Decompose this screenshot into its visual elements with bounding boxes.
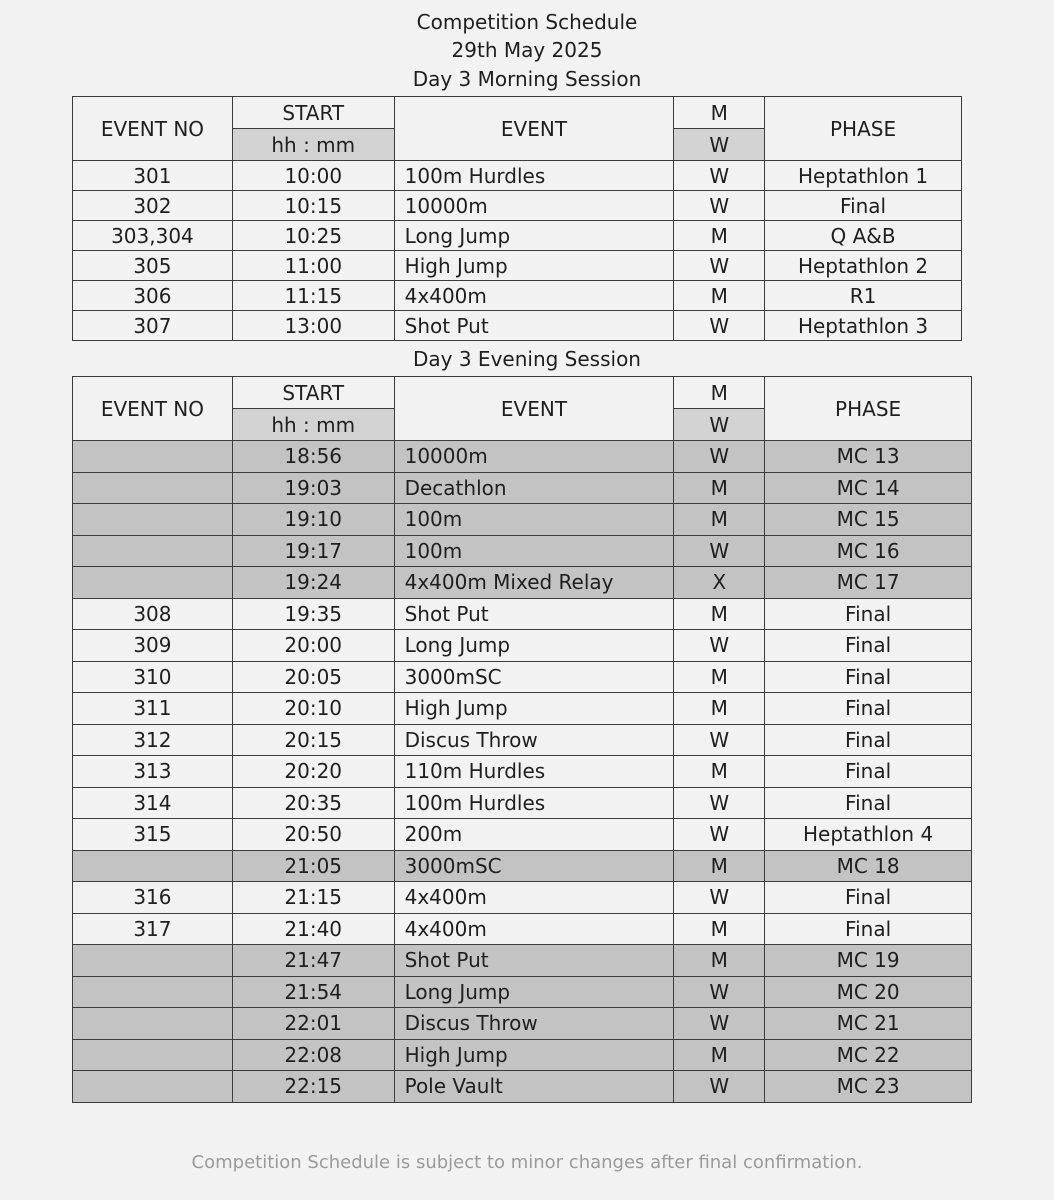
event-name-cell: 3000mSC xyxy=(394,850,674,882)
event-name-cell: 100m Hurdles xyxy=(394,787,674,819)
event-name-cell: High Jump xyxy=(394,1039,674,1071)
start-time-cell: 11:15 xyxy=(232,281,394,311)
table-row xyxy=(73,693,972,725)
event-name-cell: 10000m xyxy=(394,441,674,473)
phase-cell: MC 23 xyxy=(765,1071,972,1103)
table-row xyxy=(73,535,972,567)
gender-cell: M xyxy=(674,1039,765,1071)
gender-cell: M xyxy=(674,472,765,504)
event-no-cell xyxy=(73,1039,233,1071)
event-no-cell xyxy=(73,850,233,882)
table-row xyxy=(73,441,972,473)
phase-cell: Q A&B xyxy=(765,221,962,251)
gender-cell: W xyxy=(674,1071,765,1103)
event-no-cell xyxy=(73,1008,233,1040)
gender-cell: W xyxy=(674,724,765,756)
phase-cell: Heptathlon 2 xyxy=(765,251,962,281)
header-event-no: EVENT NO xyxy=(73,97,233,161)
gender-cell: M xyxy=(674,598,765,630)
gender-cell: M xyxy=(674,850,765,882)
header-gender-w: W xyxy=(674,129,765,161)
event-name-cell: 100m xyxy=(394,535,674,567)
event-name-cell: Pole Vault xyxy=(394,1071,674,1103)
phase-cell: R1 xyxy=(765,281,962,311)
start-time-cell: 11:00 xyxy=(232,251,394,281)
start-time-cell: 20:00 xyxy=(232,630,394,662)
gender-cell: W xyxy=(674,441,765,473)
event-name-cell: High Jump xyxy=(394,251,674,281)
phase-cell: MC 14 xyxy=(765,472,972,504)
table-row xyxy=(73,567,972,599)
phase-cell: Final xyxy=(765,661,972,693)
morning-schedule-table xyxy=(72,96,962,341)
table-row xyxy=(73,850,972,882)
event-name-cell: Shot Put xyxy=(394,311,674,341)
phase-cell: Final xyxy=(765,630,972,662)
event-name-cell: 4x400m xyxy=(394,882,674,914)
phase-cell: MC 20 xyxy=(765,976,972,1008)
phase-cell: MC 13 xyxy=(765,441,972,473)
gender-cell: M xyxy=(674,693,765,725)
phase-cell: Heptathlon 3 xyxy=(765,311,962,341)
table-row xyxy=(73,787,972,819)
start-time-cell: 21:15 xyxy=(232,882,394,914)
gender-cell: M xyxy=(674,281,765,311)
event-no-cell: 309 xyxy=(73,630,233,662)
event-name-cell: Shot Put xyxy=(394,945,674,977)
table-row xyxy=(73,1071,972,1103)
start-time-cell: 20:35 xyxy=(232,787,394,819)
start-time-cell: 20:15 xyxy=(232,724,394,756)
phase-cell: MC 18 xyxy=(765,850,972,882)
gender-cell: W xyxy=(674,535,765,567)
table-row xyxy=(73,598,972,630)
table-row xyxy=(73,1008,972,1040)
event-name-cell: Decathlon xyxy=(394,472,674,504)
event-name-cell: Discus Throw xyxy=(394,1008,674,1040)
event-no-cell: 301 xyxy=(73,161,233,191)
start-time-cell: 19:03 xyxy=(232,472,394,504)
gender-cell: W xyxy=(674,882,765,914)
phase-cell: Final xyxy=(765,882,972,914)
gender-cell: W xyxy=(674,191,765,221)
table-row xyxy=(73,756,972,788)
morning-rows xyxy=(73,161,962,341)
event-no-cell: 305 xyxy=(73,251,233,281)
start-time-cell: 10:00 xyxy=(232,161,394,191)
gender-cell: M xyxy=(674,945,765,977)
event-name-cell: Long Jump xyxy=(394,976,674,1008)
start-time-cell: 20:50 xyxy=(232,819,394,851)
start-time-cell: 22:01 xyxy=(232,1008,394,1040)
start-time-cell: 20:10 xyxy=(232,693,394,725)
event-no-cell: 316 xyxy=(73,882,233,914)
event-name-cell: High Jump xyxy=(394,693,674,725)
document-title: Competition Schedule xyxy=(416,10,638,34)
table-row xyxy=(73,161,962,191)
phase-cell: MC 21 xyxy=(765,1008,972,1040)
phase-cell: MC 16 xyxy=(765,535,972,567)
header-event-no: EVENT NO xyxy=(73,377,233,441)
event-name-cell: 100m xyxy=(394,504,674,536)
start-time-cell: 21:40 xyxy=(232,913,394,945)
header-event: EVENT xyxy=(394,377,674,441)
phase-cell: MC 15 xyxy=(765,504,972,536)
start-time-cell: 10:25 xyxy=(232,221,394,251)
event-name-cell: 3000mSC xyxy=(394,661,674,693)
phase-cell: MC 22 xyxy=(765,1039,972,1071)
table-row xyxy=(73,882,972,914)
header-start: START xyxy=(232,97,394,129)
phase-cell: MC 17 xyxy=(765,567,972,599)
gender-cell: W xyxy=(674,311,765,341)
event-name-cell: 10000m xyxy=(394,191,674,221)
start-time-cell: 10:15 xyxy=(232,191,394,221)
phase-cell: Final xyxy=(765,191,962,221)
event-no-cell: 306 xyxy=(73,281,233,311)
gender-cell: M xyxy=(674,504,765,536)
event-no-cell: 310 xyxy=(73,661,233,693)
phase-cell: Final xyxy=(765,787,972,819)
start-time-cell: 19:24 xyxy=(232,567,394,599)
document-date: 29th May 2025 xyxy=(451,38,603,62)
phase-cell: Final xyxy=(765,724,972,756)
table-row xyxy=(73,251,962,281)
gender-cell: M xyxy=(674,661,765,693)
event-name-cell: 200m xyxy=(394,819,674,851)
evening-rows xyxy=(73,441,972,1103)
header-event: EVENT xyxy=(394,97,674,161)
phase-cell: Final xyxy=(765,756,972,788)
event-no-cell: 307 xyxy=(73,311,233,341)
event-name-cell: Shot Put xyxy=(394,598,674,630)
table-row xyxy=(73,311,962,341)
event-no-cell xyxy=(73,1071,233,1103)
phase-cell: MC 19 xyxy=(765,945,972,977)
event-no-cell: 302 xyxy=(73,191,233,221)
event-no-cell: 312 xyxy=(73,724,233,756)
table-row xyxy=(73,724,972,756)
gender-cell: W xyxy=(674,161,765,191)
start-time-cell: 21:05 xyxy=(232,850,394,882)
evening-schedule-table xyxy=(72,376,972,1103)
event-name-cell: 4x400m Mixed Relay xyxy=(394,567,674,599)
phase-cell: Final xyxy=(765,693,972,725)
start-time-cell: 22:15 xyxy=(232,1071,394,1103)
gender-cell: W xyxy=(674,976,765,1008)
header-start-format: hh : mm xyxy=(232,409,394,441)
gender-cell: M xyxy=(674,756,765,788)
phase-cell: Heptathlon 4 xyxy=(765,819,972,851)
event-no-cell xyxy=(73,945,233,977)
header-phase: PHASE xyxy=(765,97,962,161)
table-row xyxy=(73,221,962,251)
event-name-cell: 100m Hurdles xyxy=(394,161,674,191)
event-no-cell xyxy=(73,976,233,1008)
header-gender-m: M xyxy=(674,377,765,409)
start-time-cell: 19:35 xyxy=(232,598,394,630)
table-row xyxy=(73,819,972,851)
event-no-cell: 317 xyxy=(73,913,233,945)
event-name-cell: Long Jump xyxy=(394,221,674,251)
gender-cell: X xyxy=(674,567,765,599)
header-gender-w: W xyxy=(674,409,765,441)
event-no-cell: 303,304 xyxy=(73,221,233,251)
start-time-cell: 22:08 xyxy=(232,1039,394,1071)
table-row xyxy=(73,661,972,693)
gender-cell: W xyxy=(674,819,765,851)
table-row xyxy=(73,976,972,1008)
table-row xyxy=(73,630,972,662)
table-row xyxy=(73,472,972,504)
event-no-cell: 315 xyxy=(73,819,233,851)
header-phase: PHASE xyxy=(765,377,972,441)
footer-note: Competition Schedule is subject to minor changes after final confirmation. xyxy=(191,1152,863,1173)
table-row xyxy=(73,191,962,221)
event-no-cell: 314 xyxy=(73,787,233,819)
event-name-cell: 110m Hurdles xyxy=(394,756,674,788)
event-name-cell: Long Jump xyxy=(394,630,674,662)
event-no-cell: 313 xyxy=(73,756,233,788)
phase-cell: Heptathlon 1 xyxy=(765,161,962,191)
morning-session-heading: Day 3 Morning Session xyxy=(412,67,642,91)
event-no-cell xyxy=(73,567,233,599)
table-row xyxy=(73,1039,972,1071)
evening-session-heading: Day 3 Evening Session xyxy=(413,347,641,371)
gender-cell: M xyxy=(674,913,765,945)
phase-cell: Final xyxy=(765,598,972,630)
gender-cell: W xyxy=(674,251,765,281)
gender-cell: M xyxy=(674,221,765,251)
gender-cell: W xyxy=(674,1008,765,1040)
header-start-format: hh : mm xyxy=(232,129,394,161)
table-row xyxy=(73,504,972,536)
gender-cell: W xyxy=(674,630,765,662)
event-no-cell xyxy=(73,472,233,504)
event-name-cell: Discus Throw xyxy=(394,724,674,756)
gender-cell: W xyxy=(674,787,765,819)
start-time-cell: 21:54 xyxy=(232,976,394,1008)
table-row xyxy=(73,281,962,311)
start-time-cell: 13:00 xyxy=(232,311,394,341)
event-no-cell xyxy=(73,441,233,473)
start-time-cell: 20:20 xyxy=(232,756,394,788)
start-time-cell: 18:56 xyxy=(232,441,394,473)
header-start: START xyxy=(232,377,394,409)
event-no-cell: 308 xyxy=(73,598,233,630)
event-name-cell: 4x400m xyxy=(394,281,674,311)
start-time-cell: 21:47 xyxy=(232,945,394,977)
phase-cell: Final xyxy=(765,913,972,945)
start-time-cell: 19:10 xyxy=(232,504,394,536)
event-no-cell xyxy=(73,504,233,536)
event-no-cell: 311 xyxy=(73,693,233,725)
table-row xyxy=(73,945,972,977)
table-row xyxy=(73,913,972,945)
start-time-cell: 20:05 xyxy=(232,661,394,693)
event-name-cell: 4x400m xyxy=(394,913,674,945)
event-no-cell xyxy=(73,535,233,567)
header-gender-m: M xyxy=(674,97,765,129)
start-time-cell: 19:17 xyxy=(232,535,394,567)
